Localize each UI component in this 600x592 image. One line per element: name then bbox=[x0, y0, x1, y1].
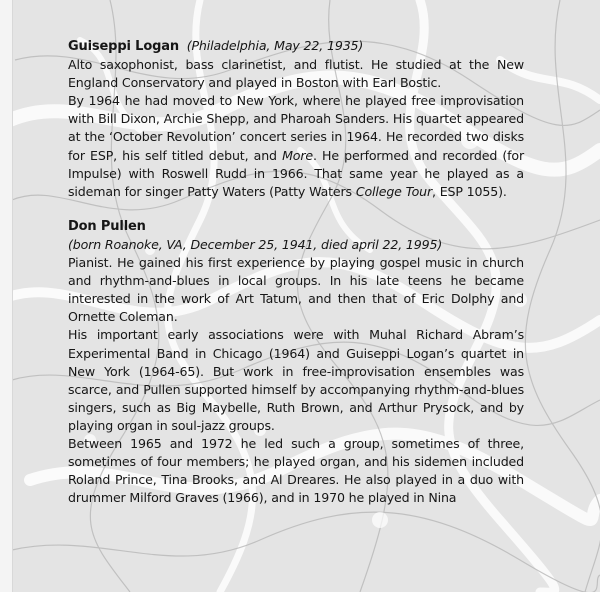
album-title: College Tour bbox=[355, 183, 433, 199]
entry-don-pullen bbox=[68, 217, 524, 508]
text-run: , ESP 1055). bbox=[432, 183, 507, 199]
birth-info: (born Roanoke, VA, December 25, 1941, died april 22, 1995) bbox=[68, 236, 443, 252]
album-title: More bbox=[282, 147, 313, 163]
text-run: By 1964 he had moved to New York, where he played free improvisation with Bill Dixon, Archie Shepp, and Pharoah Sanders. His quartet appeared at the ‘October Revolution’ concert series in 1964. He recorded two disks for ESP, his self titled debut, and bbox=[68, 93, 524, 163]
liner-notes-text bbox=[68, 37, 524, 507]
page-edge bbox=[0, 0, 13, 592]
paragraph: Alto saxophonist, bass clarinetist, and flutist. He studied at the New England Conservatory and played in Boston with Earl Bostic. bbox=[68, 57, 524, 91]
musician-name: Guiseppi Logan bbox=[68, 39, 179, 54]
spacer bbox=[68, 201, 524, 217]
text-run: . He performed and recorded (for Impulse) with Roswell Rudd in 1966. That same year he played as a sideman for singer Patty Waters (Patty Waters bbox=[68, 147, 525, 199]
paragraph: Between 1965 and 1972 he led such a group, sometimes of three, sometimes of four members; he played organ, and his sidemen included Roland Prince, Tina Brooks, and Al Dreares. He also played in a duo with drummer Milford Graves (1966), and in 1970 he played in Nina bbox=[68, 435, 524, 506]
entry-guiseppi-logan bbox=[68, 37, 524, 201]
paragraph: His important early associations were with Muhal Richard Abram’s Experimental Band in Chicago (1964) and Guiseppi Logan’s quartet in New York (1964-65). But work in free-improvisation ensembles was scarce, and Pullen supported himself by accompanying rhythm-and-blues singers, such as Big Maybelle, Ruth Brown, and Arthur Prysock, and by playing organ in soul-jazz groups. bbox=[68, 327, 524, 433]
entry-heading bbox=[68, 37, 524, 56]
entry-heading bbox=[68, 217, 524, 236]
musician-name: Don Pullen bbox=[68, 218, 146, 234]
birth-info: (Philadelphia, May 22, 1935) bbox=[186, 38, 364, 53]
paragraph bbox=[68, 92, 524, 201]
paragraph: Pianist. He gained his first experience by playing gospel music in church and rhythm-and-blues in local groups. In his late teens he became interested in the work of Art Tatum, and then that of Eric Dolphy and Ornette Coleman. bbox=[68, 255, 524, 325]
